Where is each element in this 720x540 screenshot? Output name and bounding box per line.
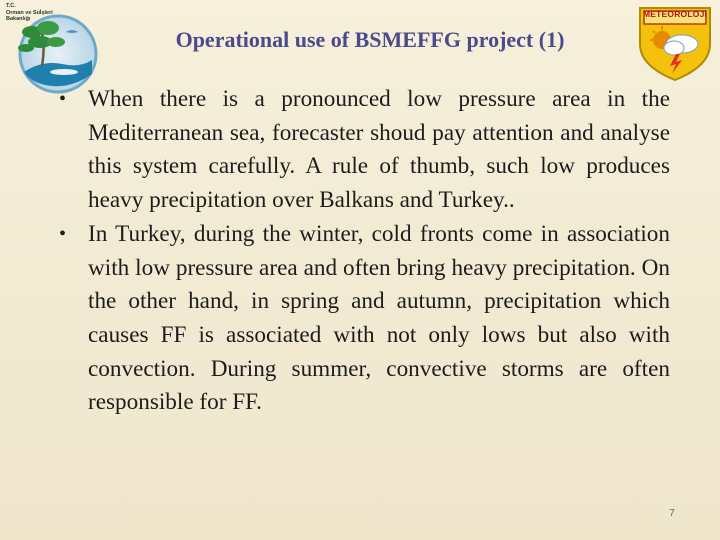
ministry-logo-text: T.C. Orman ve Suİşleri Bakanlığı [6, 3, 53, 22]
bullet-text: When there is a pronounced low pressure area in the Mediterranean sea, forecaster shoud pay attention and analyse this system carefully. A rule of thumb, such low produces heavy precipitation over Balkans and Turkey.. [88, 86, 670, 214]
bullet-marker: • [59, 222, 67, 245]
slide-title: Operational use of BSMEFFG project (1) [175, 27, 565, 52]
bullet-item [54, 218, 670, 420]
bullet-item [54, 83, 670, 218]
meteorology-logo-text: METEOROLOJİ [643, 9, 708, 19]
bullet-marker: • [59, 88, 67, 110]
bullet-text: In Turkey, during the winter, cold fronts come in association with low pressure area and often bring heavy precipitation. On the other hand, in spring and autumn, precipitation which causes FF is associated with not only lows but also with convection. During summer, convective storms are often responsible for FF. [88, 220, 670, 416]
page-number: 7 [669, 508, 675, 519]
bullet-list [54, 83, 670, 420]
